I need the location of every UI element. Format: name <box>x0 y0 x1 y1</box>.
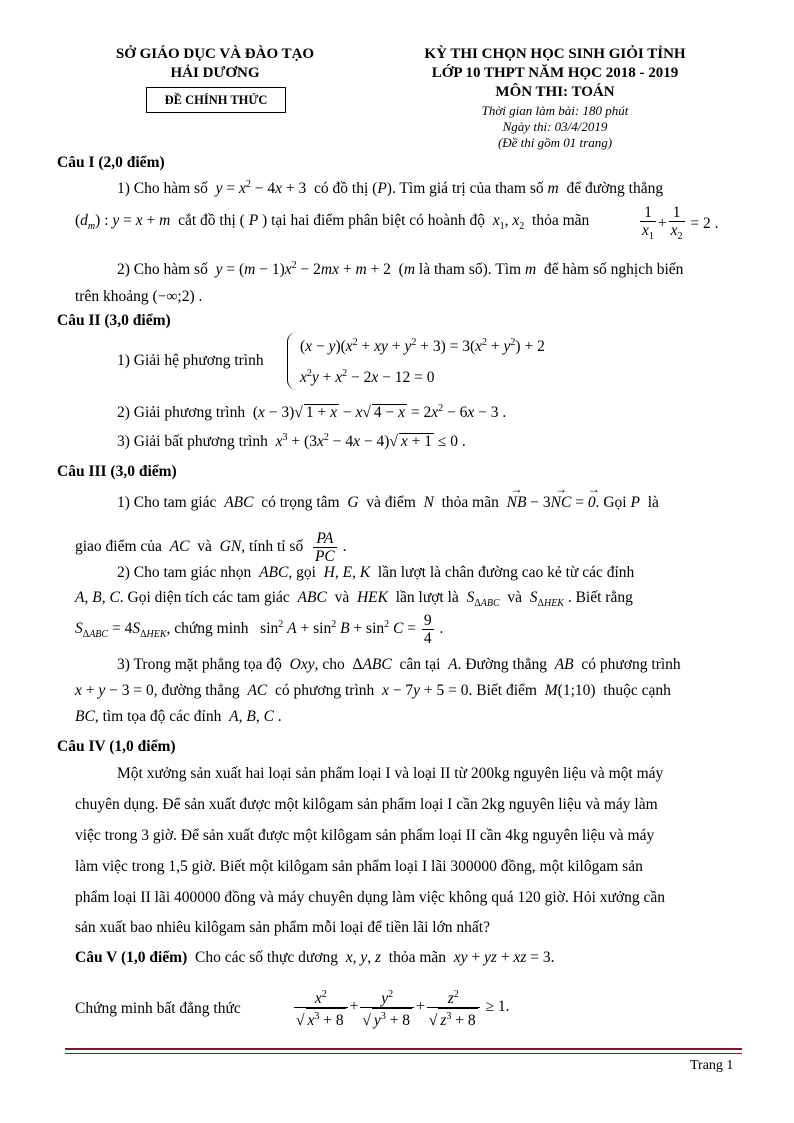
question-3-title: Câu III (3,0 điểm) <box>57 463 177 480</box>
question-3-part-2: 2) Cho tam giác nhọn ABC, gọi H, E, K lần lượt là chân đường cao kẻ từ các đỉnh <box>117 564 635 581</box>
system-equation-2: $x^2y + x^2 - 2x - 12 = 0$ <box>300 368 435 387</box>
question-1-condition: $\frac{1}{x_1}$ + $\frac{1}{x_2}$ = 2 . <box>642 204 719 243</box>
exam-title: KỲ THI CHỌN HỌC SINH GIỎI TỈNH <box>424 46 686 62</box>
question-3-part-3-cont2: BC, tìm tọa độ các đỉnh A, B, C . <box>75 708 282 725</box>
footer-rule-bottom <box>65 1053 742 1054</box>
question-1-part-2-cont: trên khoảng (−∞;2) . <box>75 288 203 305</box>
exam-date: Ngày thi: 03/4/2019 <box>502 119 608 134</box>
page-number: Trang 1 <box>690 1058 734 1073</box>
exam-subject: MÔN THI: TOÁN <box>495 84 615 100</box>
question-3-part-2-condition: $S_{\Delta ABC} = 4S_{\Delta HEK}$, chứng minh $\sin^2 A + \sin^2 B + \sin^2 C$ = $\frac{9}{4}$ . <box>75 612 444 647</box>
question-3-part-3: 3) Trong mặt phẳng tọa độ Oxy, cho ΔABC cân tại A. Đường thẳng AB có phương trình <box>117 656 681 673</box>
question-4-line-5: phẩm loại II lãi 400000 đồng và máy chuyên dụng làm việc không quá 120 giờ. Hỏi xưởng cần <box>75 889 665 906</box>
system-equation-1: $(x - y)(x^2$ + xy + $y^2 + 3) = 3(x^2 + y^2) + 2$ <box>300 337 545 356</box>
question-1-part-1-cont: $(d_m)$ : y = x + m cắt đồ thị ( P ) tại hai điểm phân biệt có hoành độ $x_1$, $x_2$ thỏa mãn <box>75 212 590 233</box>
footer-rule-top <box>65 1048 742 1050</box>
exam-grade-year: LỚP 10 THPT NĂM HỌC 2018 - 2019 <box>431 65 679 81</box>
question-4-line-6: sản xuất bao nhiêu kilôgam sản phẩm mỗi loại để tiền lãi lớn nhất? <box>75 919 490 936</box>
question-4-title: Câu IV (1,0 điểm) <box>57 738 176 755</box>
question-2-part-2: 2) Giải phương trình (x − 3)√ 1 + x − x√ $4 - x = 2x^2 - 6x - 3$ . <box>117 403 507 422</box>
system-brace <box>287 332 298 390</box>
question-5-statement: Câu V (1,0 điểm) Cho các số thực dương x, y, z thỏa mãn xy + yz + xz = 3. <box>75 949 555 966</box>
question-1-part-2: 2) Cho hàm số $y = (m - 1)x^2 - 2mx + m + 2$ (m là tham số). Tìm m để hàm số nghịch biến <box>117 260 684 279</box>
exam-page-count: (Đề thi gồm 01 trang) <box>497 135 613 150</box>
question-3-part-1-cont: giao điểm của AC và GN, tính tỉ số $\frac{PA}{PC}$ . <box>75 530 347 565</box>
question-2-part-1: 1) Giải hệ phương trình <box>117 352 264 369</box>
question-5-inequality: $\frac{x^2}{√ x^3 + 8}$ + $\frac{y^2}{√ y^3 + 8}$ + $\frac{z^2}{√ z^3 + 8}$ ≥ 1. <box>292 986 510 1029</box>
question-3-part-1: 1) Cho tam giác ABC có trọng tâm G và điểm N thỏa mãn → NB − 3→ NC = → 0. Gọi P là <box>117 494 659 512</box>
question-4-line-1: Một xưởng sản xuất hai loại sản phẩm loại I và loại II từ 200kg nguyên liệu và một máy <box>117 765 664 782</box>
department-name: SỞ GIÁO DỤC VÀ ĐÀO TẠO <box>115 46 315 62</box>
question-1-title: Câu I (2,0 điểm) <box>57 154 165 171</box>
question-3-part-3-cont: x + y − 3 = 0, đường thẳng AC có phương trình x − 7y + 5 = 0. Biết điểm M(1;10) thuộc cạnh <box>75 682 671 699</box>
province-name: HẢI DƯƠNG <box>170 65 260 81</box>
question-2-title: Câu II (3,0 điểm) <box>57 312 171 329</box>
question-1-part-1: 1) Cho hàm số $y = x^2 - 4x + 3$ có đồ thị (P). Tìm giá trị của tham số m để đường thẳng <box>117 179 664 198</box>
question-5-prove-label: Chứng minh bất đẳng thức <box>75 1000 241 1017</box>
question-4-line-4: làm việc trong 1,5 giờ. Biết một kilôgam sản phẩm loại I lãi 300000 đồng, một kilôgam sản <box>75 858 643 875</box>
question-4-line-2: chuyên dụng. Để sản xuất được một kilôgam sản phẩm loại I cần 2kg nguyên liệu và máy làm <box>75 796 658 813</box>
official-badge: ĐỀ CHÍNH THỨC <box>146 87 286 113</box>
question-2-part-3: 3) Giải bất phương trình $x^3 + (3x^2 - 4x - 4)√$ x + 1 ≤ 0 . <box>117 432 466 451</box>
question-3-part-2-cont: A, B, C. Gọi diện tích các tam giác ABC và HEK lần lượt là $S_{\Delta ABC}$ và $S_{\Delta HEK}$ . Biết rằng <box>75 589 633 610</box>
question-4-line-3: việc trong 3 giờ. Để sản xuất được một kilôgam sản phẩm loại II cần 4kg nguyên liệu và máy <box>75 827 655 844</box>
exam-duration: Thời gian làm bài: 180 phút <box>481 103 629 118</box>
